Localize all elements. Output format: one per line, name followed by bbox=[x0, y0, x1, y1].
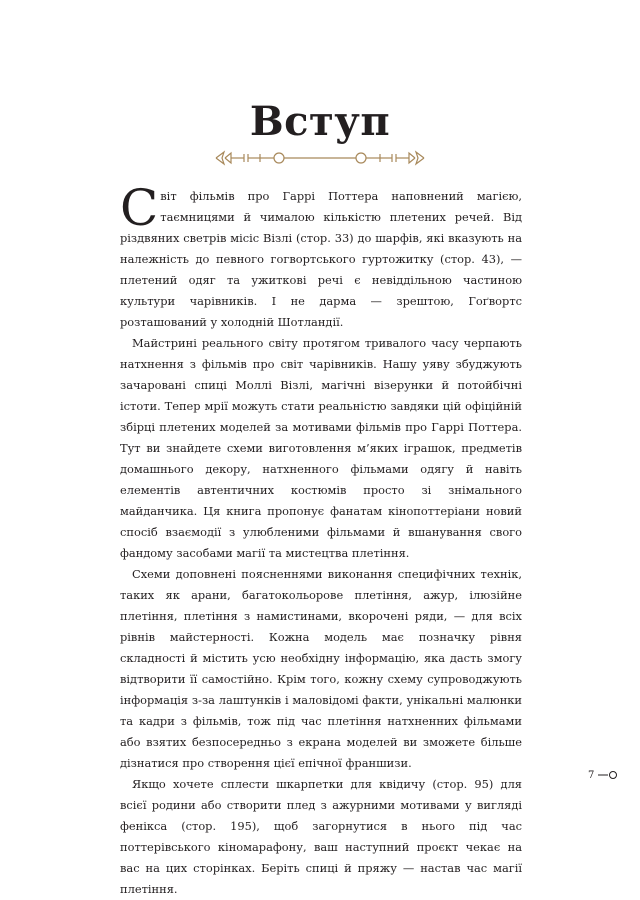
page-number: 7 bbox=[588, 770, 595, 781]
paragraph: Майстрині реального світу протягом тривалого часу черпають натхнення з фільмів про світ чарівників. Нашу уяву збуджують зачаровані спиці Моллі Візлі, магічні візерунки й потойбічні істоти. Тепер мрії можуть стати реальністю завдяки цій офіційній збірці плетених моделей за мотивами фільмів про Гаррі Поттера. Тут ви знайдете схеми виготовлення м’яких іграшок, предметів домашнього декору, натхненного фільмами одягу й навіть елементів автентичних костюмів просто зі знімального майданчика. Ця книга пропонує фанатам кінопоттеріани новий спосіб взаємодії з улюбленими фільмами й вшанування свого фандому засобами магії та мистецтва плетіння. bbox=[120, 336, 522, 560]
paragraph: Схеми доповнені поясненнями виконання специфічних технік, таких як арани, багатокольорове плетіння, ажур, ілюзійне плетіння, плетіння з намистинами, вкорочені ряди, — для всіх рівнів майстерності. Кожна модель має позначку рівня складності й містить усю необхідну інформацію, яка дасть змогу відтворити її самостійно. Крім того, кожну схему супроводжують інформація з-за лаштунків і маловідомі факти, унікальні малюнки та кадри з фільмів, тож під час плетіння натхненних фільмами або взятих безпосередньо з екрана моделей ви зможете більше дізнатися про створення цієї епічної франшизи. bbox=[120, 567, 522, 770]
page-title: Вступ bbox=[249, 98, 391, 145]
folio-ornament-icon bbox=[598, 770, 620, 780]
body-text bbox=[120, 179, 522, 900]
paragraph: Світ фільмів про Гаррі Поттера наповнений магією, таємницями й чималою кількістю плетених речей. Від різдвяних светрів місіс Візлі (стор. 33) до шарфів, які вказують на належність до певного гогвортського гуртожитку (стор. 43), — плетений одяг та ужиткові речі є невіддільною частиною культури чарівників. І не дарма — зрештою, Гоґвортс розташований у холодній Шотландії. bbox=[120, 179, 522, 329]
drop-cap: С bbox=[120, 179, 159, 237]
title-ornament bbox=[214, 148, 426, 168]
paragraph: Якщо хочете сплести шкарпетки для квідичу (стор. 95) для всієї родини або створити плед з ажурними мотивами у вигляді фенікса (стор. 195), щоб загорнутися в нього під час поттерівського кіномарафону, ваш наступний проєкт чекає на вас на цих сторінках. Беріть спиці й пряжу — настав час магії плетіння. bbox=[120, 777, 522, 896]
